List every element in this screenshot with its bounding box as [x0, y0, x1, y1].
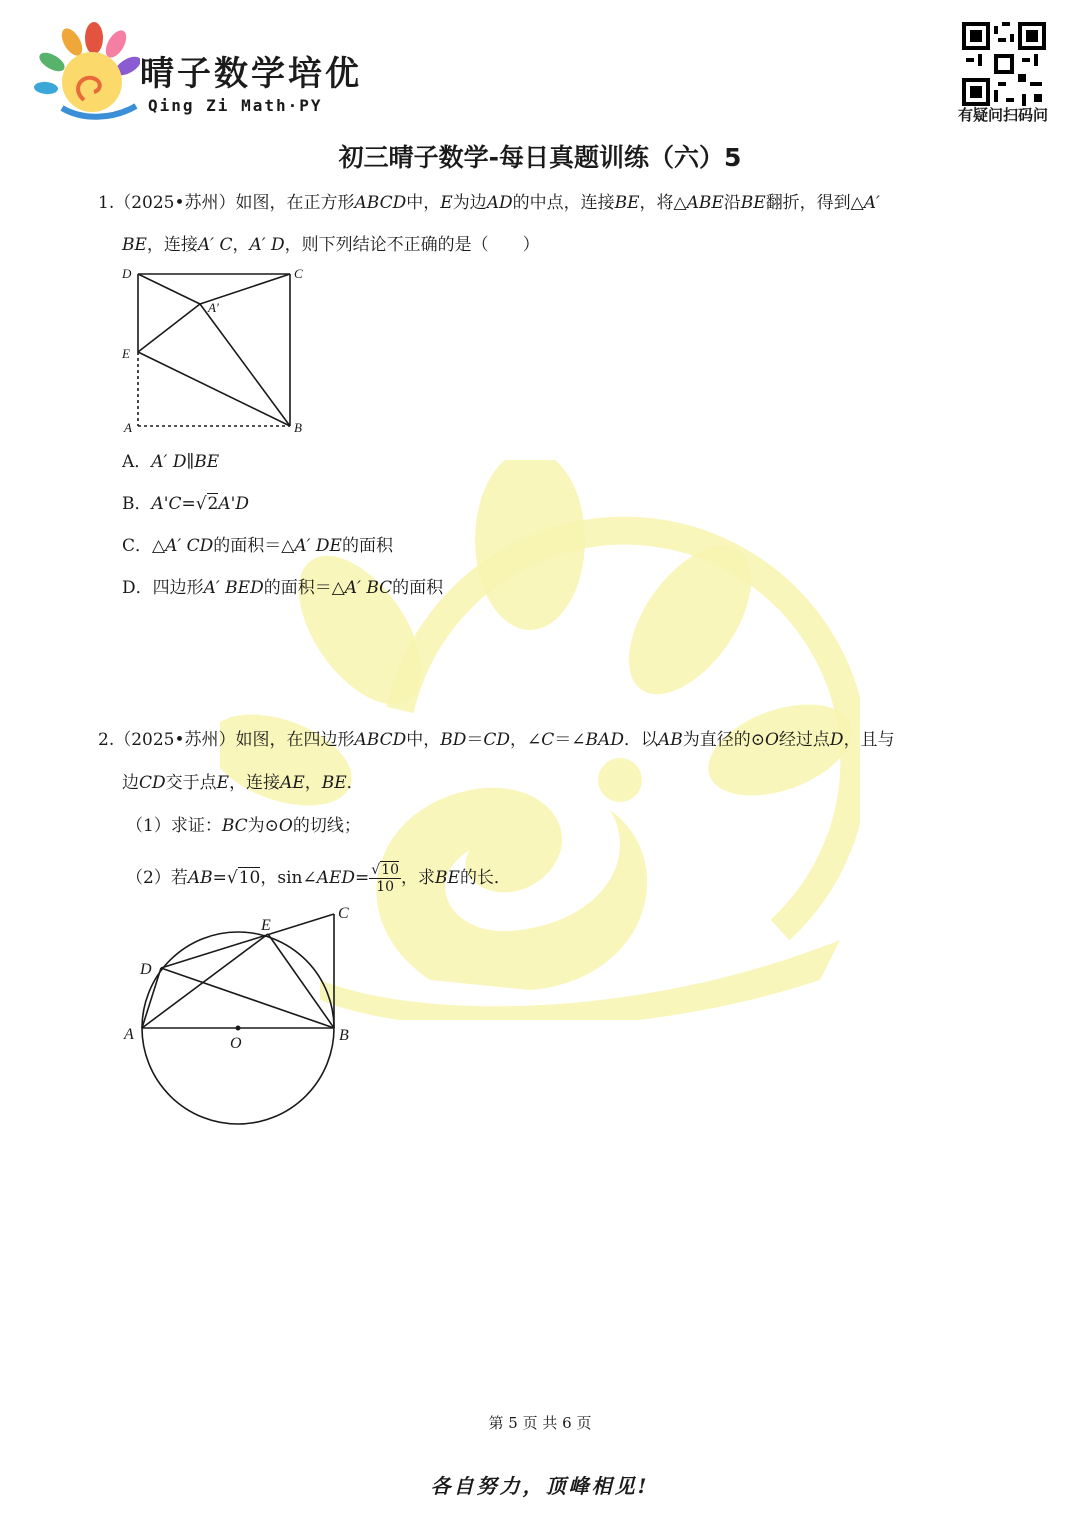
- page-number: 第 5 页 共 6 页: [488, 1414, 592, 1432]
- q2-label-d: D: [140, 961, 152, 978]
- q2-label-o: O: [230, 1035, 242, 1052]
- q2-circle-figure: [118, 900, 358, 1130]
- sin-fraction: $\frac{√10}{10}$: [371, 862, 400, 895]
- q2-label-a: A: [124, 1026, 134, 1043]
- q2-line2: 边CD交于点E，连接AE，BE．: [122, 773, 364, 793]
- q2-label-b: B: [339, 1027, 349, 1044]
- q1-option-d[interactable]: D．四边形A′ BED的面积＝△A′ BC的面积: [122, 578, 444, 598]
- q1-option-b[interactable]: B．A'C=√2A'D: [122, 494, 249, 514]
- q1-line1: 1.（2025•苏州）如图，在正方形ABCD中，E为边AD的中点，连接BE，将△ABE沿BE翻折，得到△A′: [98, 193, 880, 213]
- q1-label-c: C: [294, 266, 303, 281]
- q1-option-c[interactable]: C．△A′ CD的面积＝△A′ DE的面积: [122, 536, 393, 556]
- qr-code-icon[interactable]: [962, 22, 1046, 106]
- q1-line2: BE，连接A′ C，A′ D，则下列结论不正确的是（ ）: [122, 235, 540, 255]
- brand-name-cn: 晴子数学培优: [140, 54, 362, 94]
- q2-number: 2.: [98, 730, 115, 750]
- q2-label-c: C: [338, 905, 349, 922]
- q2-label-e: E: [261, 917, 271, 934]
- q1-number: 1.: [98, 193, 115, 213]
- q2-part1: （1）求证：BC为⊙O的切线；: [126, 816, 361, 836]
- q1-option-a[interactable]: A．A′ D∥BE: [122, 452, 220, 472]
- q1-label-e: E: [122, 346, 130, 361]
- qr-caption: 有疑问扫码问: [957, 106, 1048, 124]
- q2-part2: （2）若AB=√10，sin∠AED= $\frac{√10}{10}$ ，求BE的长．: [126, 862, 511, 895]
- q1-square-figure: [118, 262, 310, 440]
- q1-label-a: A: [124, 420, 132, 435]
- q2-center-point: [236, 1026, 241, 1031]
- q2-line1: 2.（2025•苏州）如图，在四边形ABCD中，BD＝CD，∠C＝∠BAD．以AB为直径的⊙O经过点D，且与: [98, 730, 895, 750]
- footer-motto: 各自努力，顶峰相见!: [430, 1474, 650, 1498]
- q1-label-b: B: [294, 420, 302, 435]
- page-title: 初三晴子数学-每日真题训练（六）5: [338, 143, 742, 172]
- q1-label-d: D: [122, 266, 132, 281]
- q1-label-a1: A′: [208, 300, 219, 315]
- brand-name-en: Qing Zi Math·PY: [148, 96, 323, 115]
- brand-logo: [32, 20, 140, 124]
